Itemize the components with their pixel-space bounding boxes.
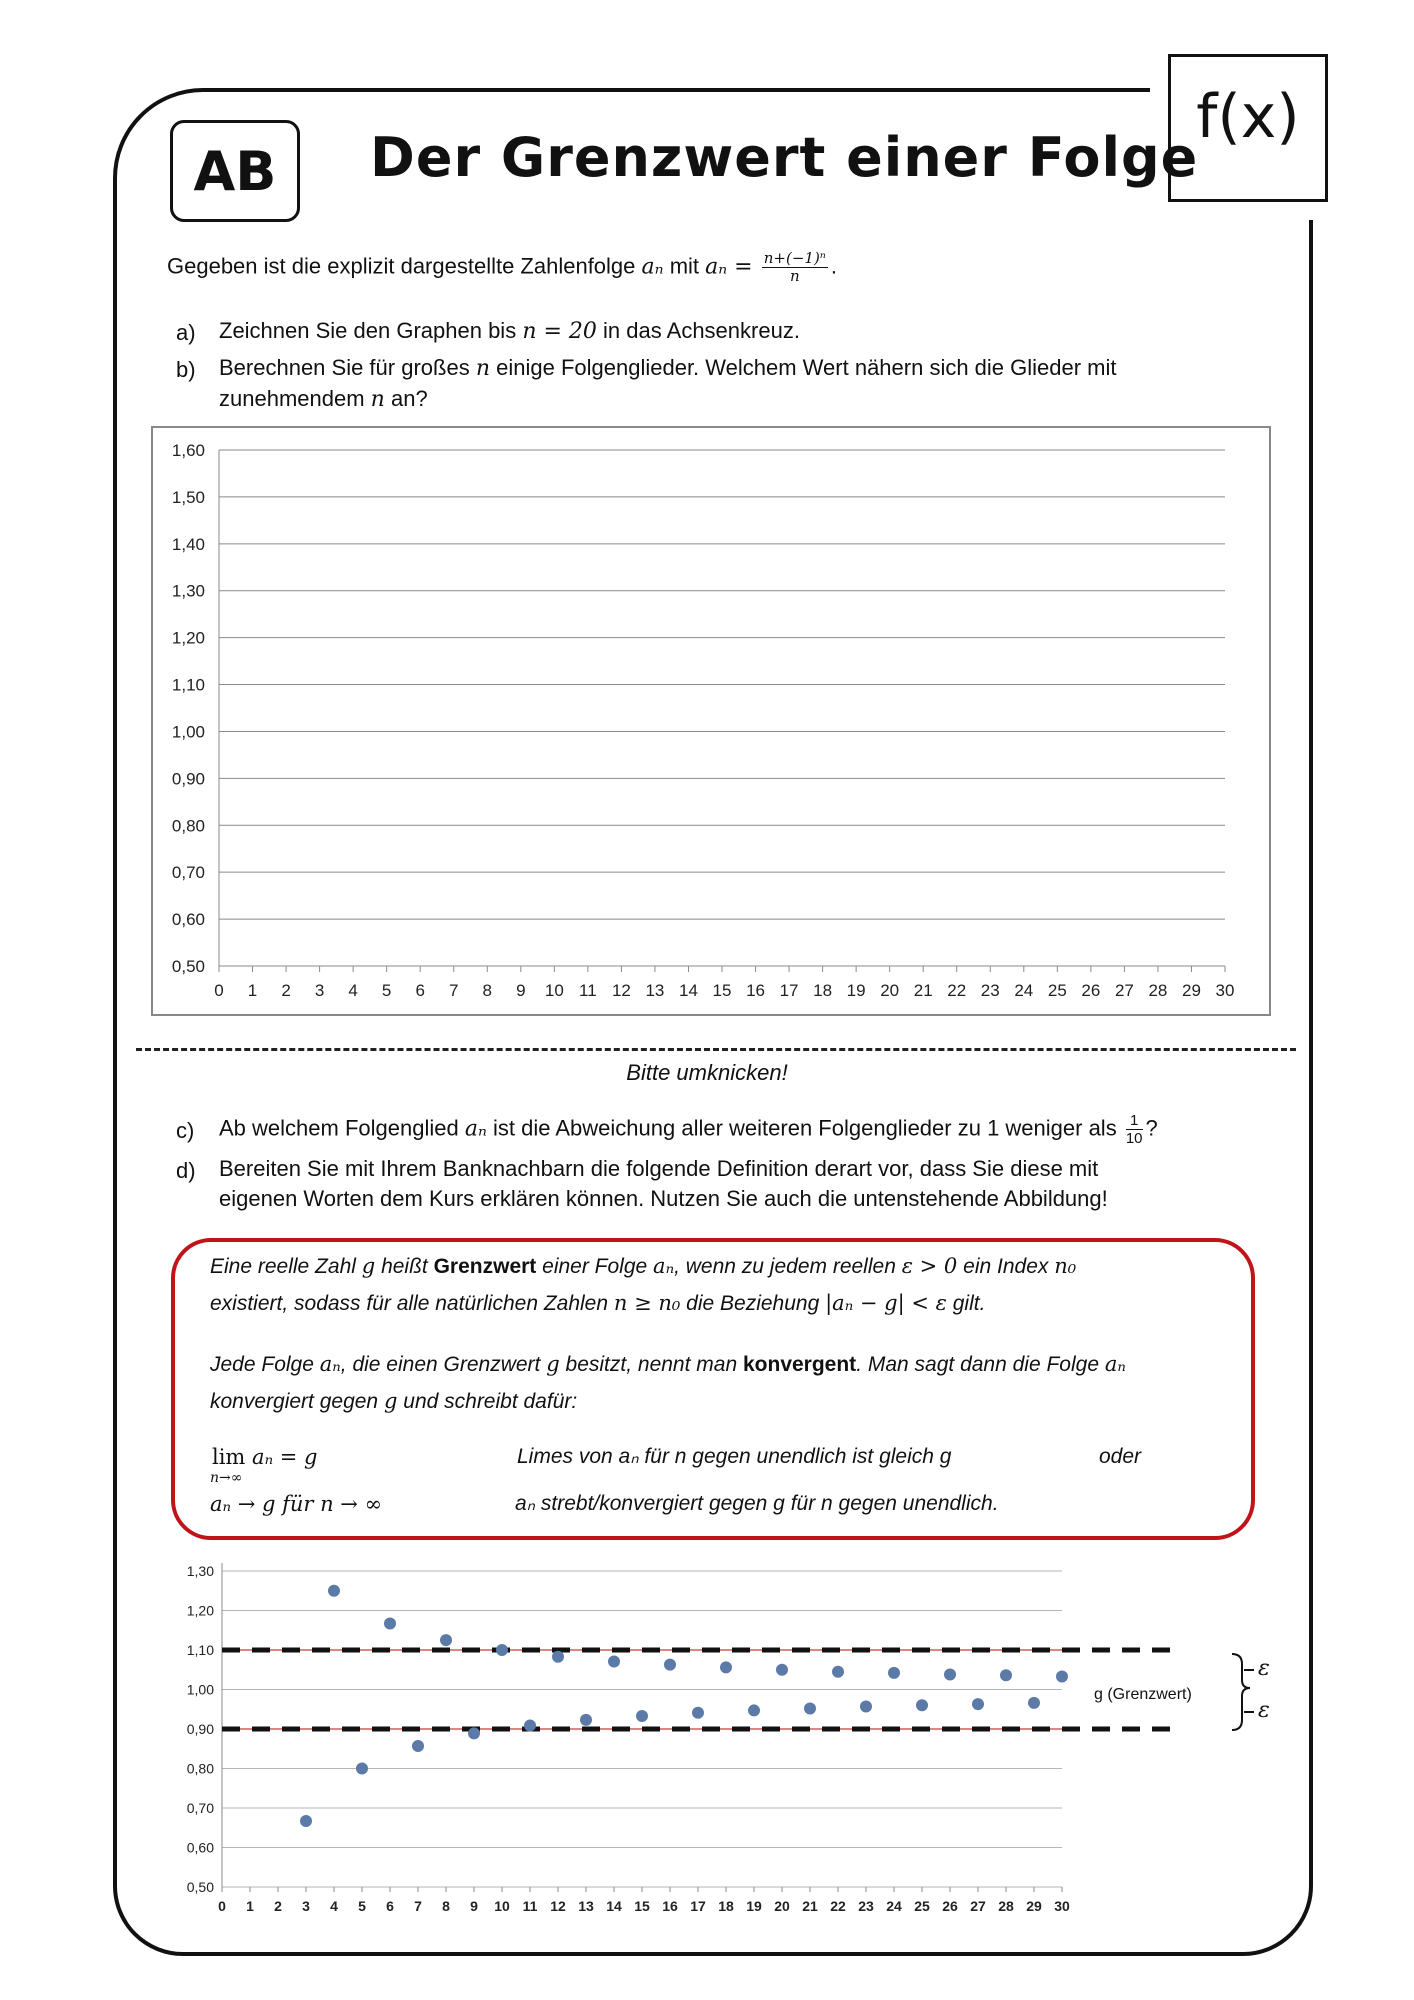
sequence-point: [1000, 1669, 1012, 1681]
x-tick-label: 24: [1014, 981, 1034, 1000]
x-tick-label: 15: [712, 981, 732, 1000]
x-tick-label: 7: [414, 1898, 422, 1914]
x-tick-label: 1: [246, 1898, 254, 1914]
x-tick-label: 0: [214, 981, 224, 1000]
x-tick-label: 16: [746, 981, 765, 1000]
def-text: ein Index: [963, 1255, 1049, 1278]
task-c-text: Ab welchem Folgenglied: [219, 1115, 459, 1141]
task-c-end: ?: [1145, 1115, 1158, 1141]
x-tick-label: 17: [779, 981, 799, 1000]
sequence-point: [552, 1651, 564, 1663]
sequence-point: [972, 1698, 984, 1710]
y-tick-label: 1,00: [186, 1681, 214, 1698]
task-c-text2: ist die Abweichung aller weiteren Folgenglieder zu 1 weniger als: [493, 1115, 1117, 1141]
x-tick-label: 27: [1114, 981, 1134, 1000]
x-tick-label: 20: [880, 981, 900, 1000]
task-a-math: n = 20: [522, 319, 597, 344]
x-tick-label: 6: [386, 1898, 394, 1914]
limit-label: g (Grenzwert): [1094, 1686, 1192, 1703]
sequence-point: [608, 1655, 620, 1667]
y-tick-label: 0,50: [186, 1879, 214, 1895]
fold-line: [136, 1048, 1296, 1051]
def-text: konvergiert gegen: [210, 1390, 379, 1413]
frac-numerator: n+(−1)ⁿ: [763, 249, 826, 267]
x-tick-label: 4: [330, 1898, 338, 1914]
def-bold-konvergent: konvergent: [742, 1353, 857, 1376]
sequence-point: [328, 1585, 340, 1597]
x-tick-label: 29: [1026, 1898, 1042, 1914]
task-a-label: a): [176, 320, 196, 345]
x-tick-label: 15: [634, 1898, 650, 1914]
x-tick-label: 21: [802, 1898, 818, 1914]
x-tick-label: 13: [578, 1898, 594, 1914]
lim-subscript: n→∞: [210, 1470, 243, 1486]
task-b-text2: einige Folgenglieder. Welchem Wert nähern sich die Glieder mit: [496, 355, 1117, 380]
task-c-frac-den: 10: [1125, 1130, 1143, 1147]
x-tick-label: 18: [718, 1898, 734, 1914]
y-tick-label: 0,80: [186, 1760, 214, 1777]
x-tick-label: 24: [886, 1898, 902, 1914]
sequence-point: [692, 1707, 704, 1719]
sequence-point: [412, 1740, 424, 1752]
def-math: n ≥ n₀: [613, 1291, 681, 1315]
sequence-point: [664, 1659, 676, 1671]
arrow-notation: aₙ → g für n → ∞: [210, 1492, 383, 1516]
task-a-text2: in das Achsenkreuz.: [603, 318, 800, 343]
intro-text: Gegeben ist die explizit dargestellte Zahlenfolge: [167, 253, 636, 279]
x-tick-label: 9: [470, 1898, 478, 1914]
intro-mid: mit: [669, 253, 700, 279]
x-tick-label: 25: [914, 1898, 930, 1914]
def-text: , die einen Grenzwert: [340, 1353, 541, 1376]
def-text: besitzt, nennt man: [565, 1353, 738, 1376]
y-tick-label: 1,40: [171, 534, 205, 554]
task-d-text: Bereiten Sie mit Ihrem Banknachbarn die folgende Definition derart vor, dass Sie diese mit: [219, 1156, 1099, 1181]
def-text: . Man sagt dann die Folge: [856, 1353, 1100, 1376]
x-tick-label: 30: [1215, 981, 1235, 1000]
y-tick-label: 0,90: [171, 769, 205, 789]
x-tick-label: 12: [550, 1898, 566, 1914]
y-tick-label: 0,50: [171, 957, 205, 976]
x-tick-label: 5: [358, 1898, 366, 1914]
lim-rhs: aₙ = g: [252, 1445, 318, 1469]
x-tick-label: 11: [579, 981, 597, 1000]
definition-p1: [210, 1251, 1076, 1282]
task-d: [219, 1154, 1108, 1214]
task-b: [219, 353, 1117, 415]
def-an: aₙ: [653, 1254, 675, 1278]
sequence-point: [356, 1763, 368, 1775]
def-text: Eine reelle Zahl: [210, 1255, 356, 1278]
x-tick-label: 23: [858, 1898, 874, 1914]
x-tick-label: 25: [1047, 981, 1067, 1000]
definition-p4: [210, 1386, 577, 1417]
x-tick-label: 8: [442, 1898, 450, 1914]
epsilon-upper: ε: [1258, 1656, 1270, 1681]
x-tick-label: 14: [679, 981, 698, 1000]
sequence-point: [1028, 1697, 1040, 1709]
x-tick-label: 6: [415, 981, 425, 1000]
x-tick-label: 28: [998, 1898, 1014, 1914]
x-tick-label: 8: [482, 981, 493, 1000]
y-tick-label: 1,20: [186, 1602, 214, 1619]
lim-words: Limes von aₙ für n gegen unendlich ist gleich g: [517, 1445, 952, 1468]
x-tick-label: 10: [494, 1898, 510, 1914]
x-tick-label: 20: [774, 1898, 790, 1914]
oder-word: oder: [1099, 1445, 1142, 1468]
task-d-label: d): [176, 1158, 196, 1183]
task-c-frac-num: 1: [1126, 1112, 1143, 1130]
y-tick-label: 1,30: [171, 581, 205, 601]
x-tick-label: 14: [606, 1898, 622, 1914]
x-tick-label: 26: [1081, 981, 1101, 1000]
y-tick-label: 1,00: [171, 722, 205, 742]
sequence-point: [888, 1667, 900, 1679]
task-c: [219, 1112, 1158, 1147]
y-tick-label: 1,30: [186, 1563, 214, 1579]
def-text: gilt.: [952, 1292, 986, 1315]
x-tick-label: 3: [314, 981, 325, 1000]
fold-note: Bitte umknicken!: [626, 1060, 788, 1085]
worksheet-badge: AB: [170, 120, 300, 222]
intro-lhs: aₙ =: [705, 254, 753, 280]
y-tick-label: 0,70: [186, 1800, 214, 1816]
y-tick-label: 0,60: [186, 1839, 214, 1856]
y-tick-label: 1,50: [171, 487, 205, 507]
y-tick-label: 0,90: [186, 1721, 214, 1737]
x-tick-label: 22: [830, 1898, 846, 1914]
def-g: g: [546, 1352, 560, 1376]
x-tick-label: 26: [942, 1898, 958, 1914]
x-tick-label: 13: [645, 981, 665, 1000]
def-text: einer Folge: [542, 1255, 648, 1278]
x-tick-label: 7: [448, 981, 459, 1000]
intro-line: [167, 250, 837, 285]
y-tick-label: 0,70: [171, 863, 205, 883]
def-math: |aₙ − g| < ε: [825, 1291, 947, 1315]
y-tick-label: 1,20: [171, 628, 205, 648]
task-b-line2: zunehmendem: [219, 386, 365, 411]
arrow-words: aₙ strebt/konvergiert gegen g für n gegen unendlich.: [515, 1492, 999, 1515]
task-c-math: aₙ: [464, 1116, 487, 1142]
x-tick-label: 12: [611, 981, 631, 1000]
def-text: heißt: [381, 1255, 428, 1278]
y-tick-label: 0,60: [171, 910, 205, 930]
y-tick-label: 1,10: [171, 675, 205, 695]
task-b-math: n: [475, 356, 490, 381]
x-tick-label: 19: [746, 1898, 762, 1914]
y-tick-label: 1,10: [186, 1642, 214, 1658]
x-tick-label: 30: [1054, 1898, 1070, 1914]
x-tick-label: 10: [544, 981, 564, 1000]
y-tick-label: 1,60: [171, 441, 205, 460]
x-tick-label: 27: [970, 1898, 986, 1914]
task-b-line2-end: an?: [390, 386, 428, 411]
task-b-math2: n: [370, 387, 385, 412]
sequence-point: [720, 1661, 732, 1673]
sequence-point: [776, 1664, 788, 1676]
def-text: Jede Folge: [210, 1353, 314, 1376]
sequence-point: [944, 1668, 956, 1680]
sequence-point: [580, 1714, 592, 1726]
sequence-point: [384, 1618, 396, 1630]
task-b-text: Berechnen Sie für großes: [219, 355, 470, 380]
fx-logo: f(x): [1168, 54, 1328, 202]
def-g: g: [383, 1389, 398, 1413]
sequence-point: [748, 1704, 760, 1716]
x-tick-label: 2: [274, 1898, 282, 1914]
sequence-point: [916, 1699, 928, 1711]
frac-denominator: n: [789, 267, 800, 285]
task-a: [219, 316, 800, 347]
def-g: g: [361, 1254, 376, 1278]
intro-end: .: [830, 253, 837, 279]
def-bold-grenzwert: Grenzwert: [433, 1255, 537, 1278]
sequence-point: [804, 1702, 816, 1714]
def-text: , wenn zu jedem reellen: [674, 1255, 896, 1278]
intro-seq: aₙ: [641, 254, 664, 280]
sequence-point: [440, 1634, 452, 1646]
sequence-point: [860, 1700, 872, 1712]
x-tick-label: 23: [980, 981, 1000, 1000]
task-b-label: b): [176, 357, 196, 382]
task-d-line2: eigenen Worten dem Kurs erklären können. Nutzen Sie auch die untenstehende Abbildung!: [219, 1186, 1108, 1211]
x-tick-label: 0: [218, 1898, 226, 1914]
def-an: aₙ: [319, 1352, 341, 1376]
x-tick-label: 2: [281, 981, 291, 1000]
x-tick-label: 22: [947, 981, 967, 1000]
sequence-point: [524, 1719, 536, 1731]
x-tick-label: 9: [516, 981, 526, 1000]
lim-word: lim: [212, 1445, 246, 1469]
sequence-point: [468, 1727, 480, 1739]
sequence-point: [300, 1815, 312, 1827]
empty-chart: [153, 428, 1269, 1014]
page-title: Der Grenzwert einer Folge: [370, 126, 1199, 189]
x-tick-label: 5: [381, 981, 392, 1000]
empty-chart-frame: [151, 426, 1271, 1016]
x-tick-label: 16: [662, 1898, 678, 1914]
x-tick-label: 29: [1182, 981, 1201, 1000]
sequence-point: [1056, 1670, 1068, 1682]
def-text: existiert, sodass für alle natürlichen Zahlen: [210, 1292, 609, 1315]
x-tick-label: 1: [247, 981, 258, 1000]
task-c-label: c): [176, 1118, 195, 1143]
def-eps: ε > 0: [901, 1254, 958, 1278]
sequence-point: [636, 1710, 648, 1722]
x-tick-label: 19: [846, 981, 866, 1000]
x-tick-label: 28: [1148, 981, 1168, 1000]
sequence-point: [832, 1666, 844, 1678]
x-tick-label: 4: [348, 981, 358, 1000]
def-an: aₙ: [1104, 1352, 1126, 1376]
definition-p3: [210, 1349, 1126, 1380]
lim-notation: [212, 1442, 317, 1472]
task-c-fraction: [1126, 1112, 1143, 1147]
x-tick-label: 17: [690, 1898, 706, 1914]
definition-p2: [210, 1288, 985, 1319]
x-tick-label: 18: [813, 981, 833, 1000]
x-tick-label: 11: [522, 1898, 538, 1914]
intro-fraction: [762, 250, 828, 285]
x-tick-label: 3: [302, 1898, 310, 1914]
def-text: die Beziehung: [686, 1292, 820, 1315]
def-n0: n₀: [1054, 1254, 1077, 1278]
x-tick-label: 21: [913, 981, 933, 1000]
sequence-point: [496, 1644, 508, 1656]
def-text: und schreibt dafür:: [403, 1390, 578, 1413]
y-tick-label: 0,80: [171, 816, 205, 836]
convergence-chart: [150, 1555, 1250, 1935]
task-a-text: Zeichnen Sie den Graphen bis: [219, 318, 517, 343]
epsilon-lower: ε: [1258, 1698, 1270, 1723]
